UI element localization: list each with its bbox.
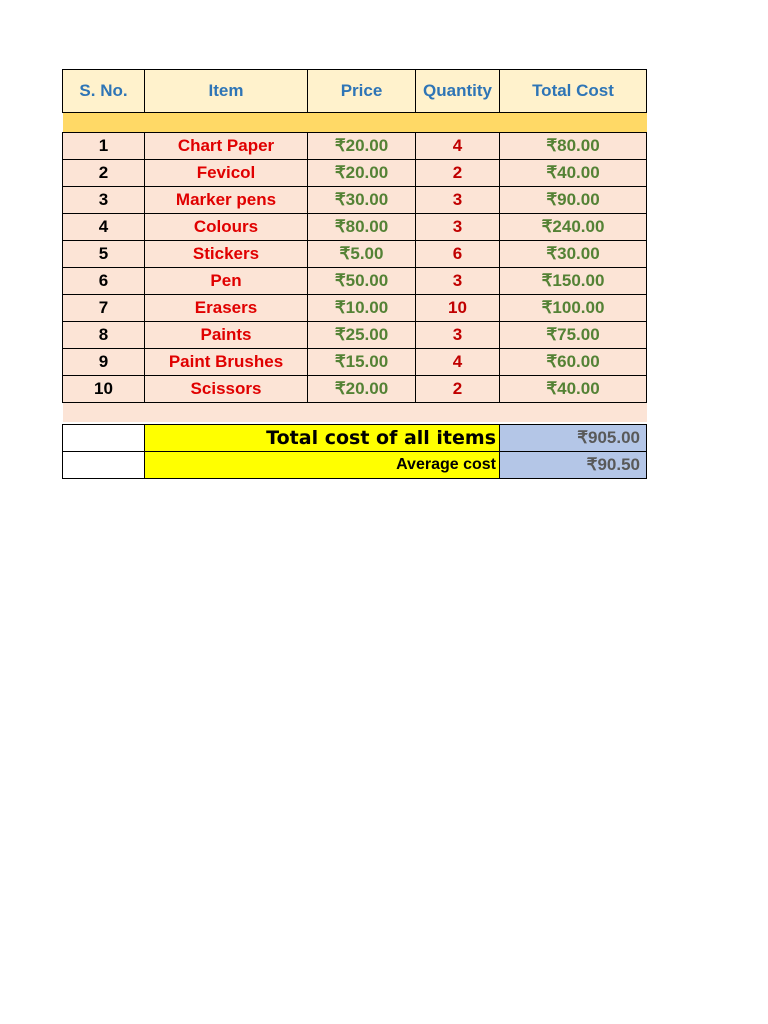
table-row	[63, 295, 647, 322]
table-row	[63, 133, 647, 160]
total-cost-cell[interactable]: ₹75.00	[500, 322, 647, 349]
price-cell[interactable]: ₹30.00	[308, 187, 416, 214]
total-row	[63, 425, 647, 452]
item-cell[interactable]: Scissors	[145, 376, 308, 403]
price-cell[interactable]: ₹50.00	[308, 268, 416, 295]
quantity-cell[interactable]: 10	[416, 295, 500, 322]
header-cell-total-cost[interactable]: Total Cost	[500, 70, 647, 113]
sno-cell[interactable]: 4	[63, 214, 145, 241]
average-row	[63, 452, 647, 479]
item-cell[interactable]: Pen	[145, 268, 308, 295]
total-cost-cell[interactable]: ₹30.00	[500, 241, 647, 268]
item-cell[interactable]: Marker pens	[145, 187, 308, 214]
quantity-cell[interactable]: 4	[416, 133, 500, 160]
price-cell[interactable]: ₹15.00	[308, 349, 416, 376]
quantity-cell[interactable]: 2	[416, 160, 500, 187]
total-cost-cell[interactable]: ₹60.00	[500, 349, 647, 376]
quantity-cell[interactable]: 3	[416, 214, 500, 241]
total-cost-cell[interactable]: ₹80.00	[500, 133, 647, 160]
table-row	[63, 376, 647, 403]
table-row	[63, 241, 647, 268]
sno-cell[interactable]: 1	[63, 133, 145, 160]
table-row	[63, 322, 647, 349]
sno-cell[interactable]: 10	[63, 376, 145, 403]
header-cell-quantity[interactable]: Quantity	[416, 70, 500, 113]
sno-cell[interactable]: 2	[63, 160, 145, 187]
item-cell[interactable]: Colours	[145, 214, 308, 241]
total-cost-cell[interactable]: ₹150.00	[500, 268, 647, 295]
gap-cell	[63, 403, 145, 423]
sno-cell[interactable]: 9	[63, 349, 145, 376]
quantity-cell[interactable]: 6	[416, 241, 500, 268]
header-row	[63, 70, 647, 113]
table-row	[63, 187, 647, 214]
quantity-cell[interactable]: 4	[416, 349, 500, 376]
price-cell[interactable]: ₹20.00	[308, 376, 416, 403]
price-cell[interactable]: ₹5.00	[308, 241, 416, 268]
item-cell[interactable]: Paint Brushes	[145, 349, 308, 376]
cost-table	[62, 69, 647, 479]
price-cell[interactable]: ₹20.00	[308, 133, 416, 160]
total-cost-cell[interactable]: ₹240.00	[500, 214, 647, 241]
item-cell[interactable]: Fevicol	[145, 160, 308, 187]
quantity-cell[interactable]: 3	[416, 268, 500, 295]
average-blank-cell[interactable]	[63, 452, 145, 479]
gap-row	[63, 403, 647, 423]
total-blank-cell[interactable]	[63, 425, 145, 452]
table-row	[63, 349, 647, 376]
price-cell[interactable]: ₹20.00	[308, 160, 416, 187]
sno-cell[interactable]: 5	[63, 241, 145, 268]
price-cell[interactable]: ₹25.00	[308, 322, 416, 349]
header-cell-sno[interactable]: S. No.	[63, 70, 145, 113]
total-cost-cell[interactable]: ₹40.00	[500, 160, 647, 187]
total-label[interactable]: Total cost of all items	[145, 425, 500, 452]
band-cell	[63, 113, 647, 133]
quantity-cell[interactable]: 3	[416, 187, 500, 214]
table-row	[63, 268, 647, 295]
gap-cell	[145, 403, 647, 423]
average-label[interactable]: Average cost	[145, 452, 500, 479]
total-cost-cell[interactable]: ₹100.00	[500, 295, 647, 322]
quantity-cell[interactable]: 2	[416, 376, 500, 403]
table-row	[63, 160, 647, 187]
average-value[interactable]: ₹90.50	[500, 452, 647, 479]
price-cell[interactable]: ₹80.00	[308, 214, 416, 241]
total-value[interactable]: ₹905.00	[500, 425, 647, 452]
total-cost-cell[interactable]: ₹40.00	[500, 376, 647, 403]
item-cell[interactable]: Paints	[145, 322, 308, 349]
sno-cell[interactable]: 6	[63, 268, 145, 295]
total-cost-cell[interactable]: ₹90.00	[500, 187, 647, 214]
quantity-cell[interactable]: 3	[416, 322, 500, 349]
spreadsheet	[62, 69, 647, 479]
sno-cell[interactable]: 3	[63, 187, 145, 214]
header-cell-item[interactable]: Item	[145, 70, 308, 113]
sno-cell[interactable]: 8	[63, 322, 145, 349]
header-cell-price[interactable]: Price	[308, 70, 416, 113]
sno-cell[interactable]: 7	[63, 295, 145, 322]
price-cell[interactable]: ₹10.00	[308, 295, 416, 322]
header-band	[63, 113, 647, 133]
item-cell[interactable]: Stickers	[145, 241, 308, 268]
table-row	[63, 214, 647, 241]
item-cell[interactable]: Erasers	[145, 295, 308, 322]
item-cell[interactable]: Chart Paper	[145, 133, 308, 160]
